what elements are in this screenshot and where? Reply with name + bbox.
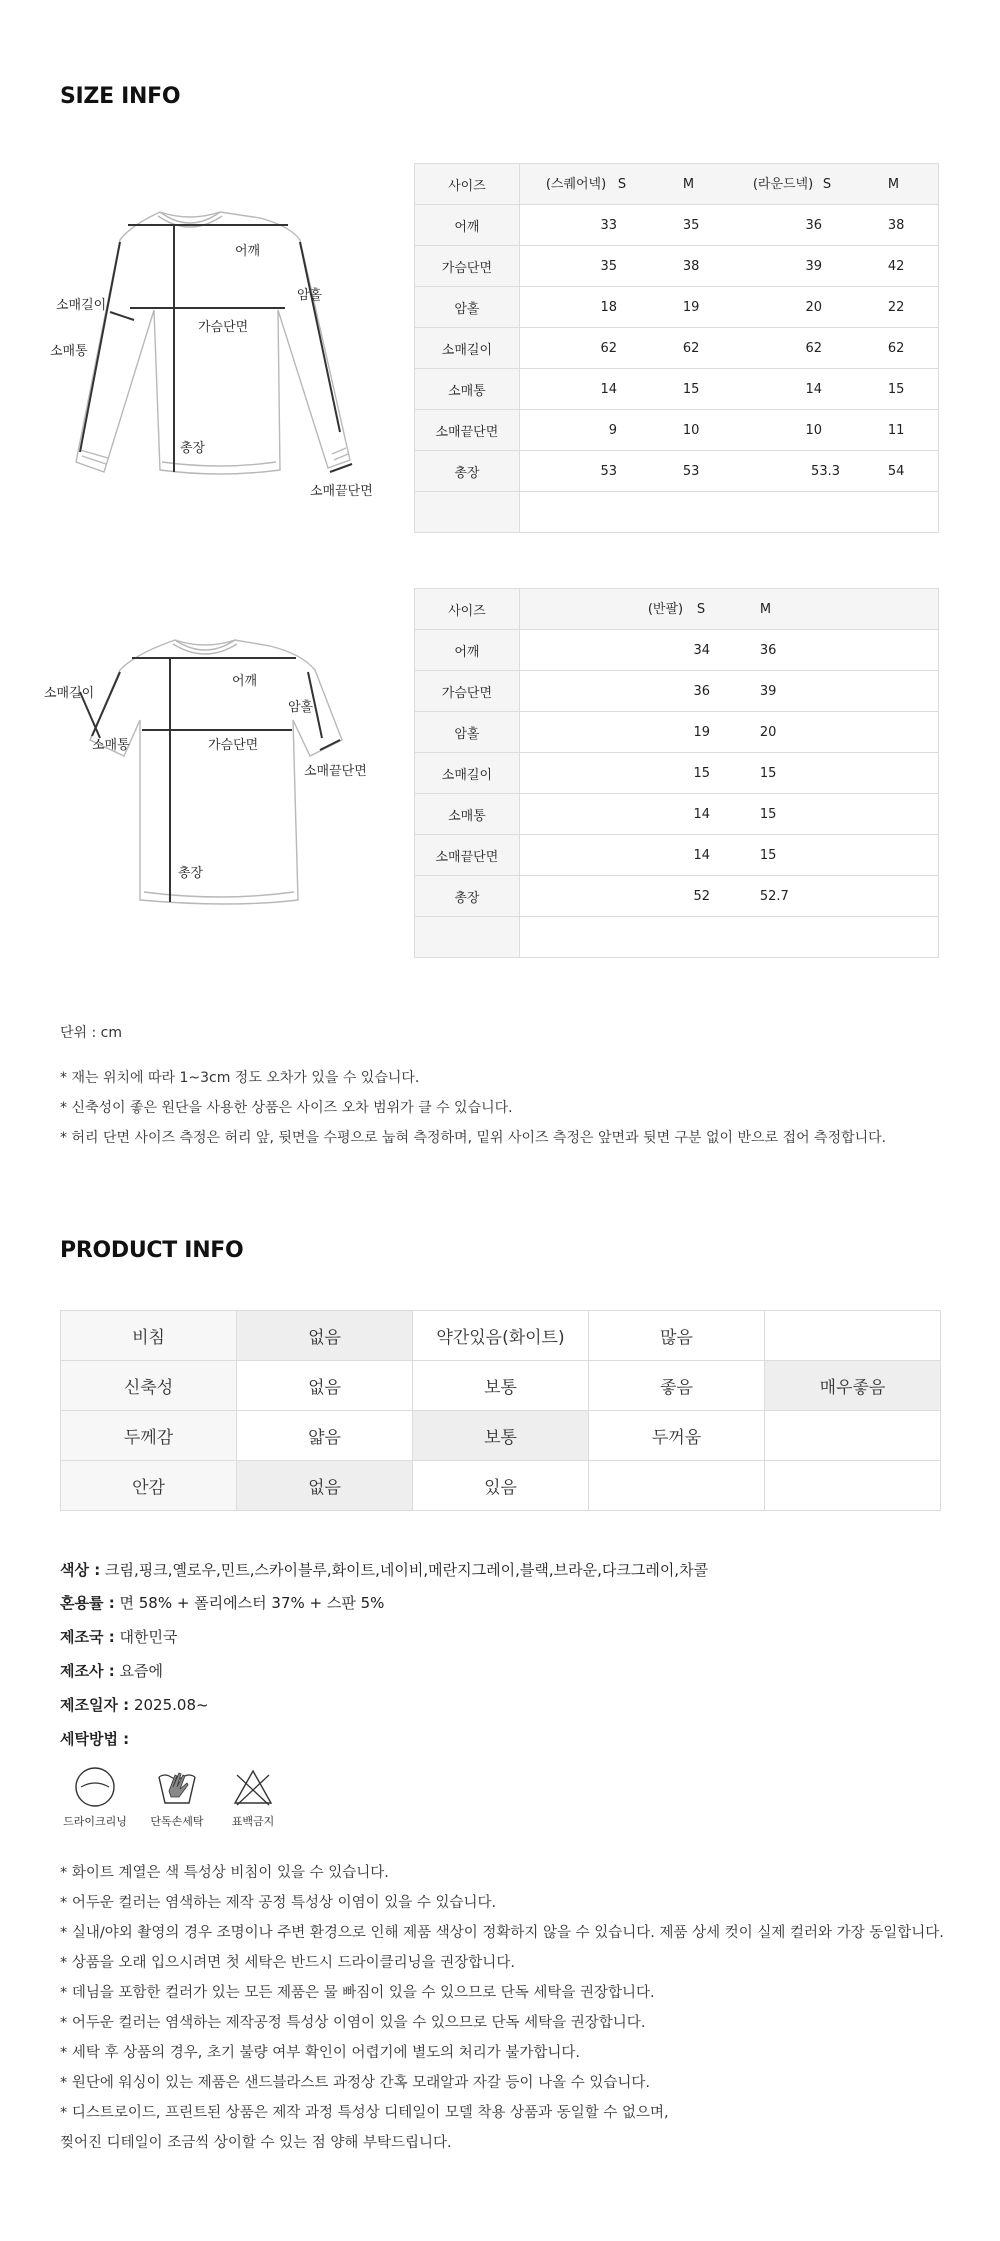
value-cell: 19 (693, 725, 710, 740)
attr-label: 비침 (61, 1311, 237, 1361)
table-row (61, 1361, 941, 1411)
warning-line: * 데님을 포함한 컬러가 있는 모든 제품은 물 빠짐이 있을 수 있으므로 단독 세탁을 권장합니다. (60, 1985, 655, 2001)
value-cell: 15 (682, 382, 700, 397)
care-label: 표백금지 (231, 1815, 275, 1828)
warning-line: * 세탁 후 상품의 경우, 초기 불량 여부 확인이 어렵기에 별도의 처리가 불가합니다. (60, 2045, 580, 2061)
diagram2-sleeve-width-label: 소매통 (92, 738, 130, 753)
header-s1: S (617, 177, 627, 192)
value-cell: 54 (887, 464, 905, 479)
value-cell: 53.3 (811, 464, 840, 479)
warning-line: 찢어진 디테일이 조금씩 상이할 수 있는 점 양해 부탁드립니다. (60, 2135, 452, 2151)
attr-option: 두꺼움 (589, 1411, 765, 1461)
attr-option-selected: 없음 (237, 1311, 413, 1361)
size-table-short (414, 588, 939, 958)
product-info-table (60, 1310, 941, 1511)
attr-option: 약간있음(화이트) (413, 1311, 589, 1361)
table-row (415, 246, 939, 287)
long-sleeve-tshirt-icon (50, 200, 390, 500)
spec-value: 대한민국 (119, 1628, 178, 1646)
spec-label: 제조사 : (60, 1662, 115, 1680)
diagram-sleeve-length-label: 소매길이 (56, 298, 107, 313)
warning-line: * 원단에 워싱이 있는 제품은 샌드블라스트 과정상 간혹 모래알과 자갈 등이 나올 수 있습니다. (60, 2075, 651, 2091)
value-cell: 39 (759, 684, 777, 699)
spec-color (60, 1559, 708, 1580)
spec-label: 제조국 : (60, 1628, 115, 1646)
attr-option: 좋음 (589, 1361, 765, 1411)
header-s2: S (822, 177, 832, 192)
row-label: 암홀 (415, 287, 520, 328)
table-row (415, 671, 939, 712)
value-cell: 9 (608, 423, 617, 438)
row-label: 어깨 (415, 630, 520, 671)
diagram-sleeve-width-label: 소매통 (50, 344, 88, 359)
spec-value: 크림,핑크,옐로우,민트,스카이블루,화이트,네이비,메란지그레이,블랙,브라운,다크그레이,차콜 (104, 1561, 709, 1579)
row-label: 소매길이 (415, 753, 520, 794)
diagram2-shoulder-label: 어깨 (232, 674, 258, 689)
row-label: 소매끝단면 (415, 835, 520, 876)
table-row-empty (415, 492, 939, 533)
note-line: * 신축성이 좋은 원단을 사용한 상품은 사이즈 오차 범위가 클 수 있습니다. (60, 1100, 513, 1116)
table-row-empty (415, 917, 939, 958)
diagram-armhole-label: 암홀 (297, 288, 323, 303)
value-cell: 36 (693, 684, 710, 699)
table-row (415, 287, 939, 328)
table-row (415, 712, 939, 753)
value-cell: 62 (682, 341, 700, 356)
header-group-short: (반팔) (647, 602, 684, 617)
value-cell: 15 (759, 766, 777, 781)
value-cell: 22 (887, 300, 905, 315)
value-cell: 62 (805, 341, 822, 356)
diagram2-sleeve-length-label: 소매길이 (44, 686, 95, 701)
diagram-chest-label: 가슴단면 (198, 320, 249, 335)
value-cell: 35 (682, 218, 700, 233)
value-cell: 38 (682, 259, 700, 274)
spec-value: 요즘에 (119, 1662, 163, 1680)
size-header-values (519, 589, 938, 630)
row-label: 총장 (415, 451, 520, 492)
value-cell: 15 (759, 848, 777, 863)
care-label: 드라이크리닝 (63, 1815, 127, 1828)
value-cell: 62 (600, 341, 617, 356)
product-info-title: PRODUCT INFO (60, 1238, 244, 1263)
short-sleeve-diagram (40, 630, 380, 920)
value-cell: 10 (805, 423, 822, 438)
dry-clean-icon (73, 1765, 117, 1809)
value-cell: 62 (887, 341, 905, 356)
table-row (415, 205, 939, 246)
care-no-bleach (218, 1765, 288, 1829)
header-m2: M (887, 177, 900, 192)
value-cell: 53 (600, 464, 617, 479)
value-cell: 39 (805, 259, 822, 274)
no-bleach-icon (231, 1765, 275, 1809)
table-row (415, 451, 939, 492)
table-row (61, 1311, 941, 1361)
spec-value: 면 58% + 폴리에스터 37% + 스판 5% (119, 1594, 385, 1612)
table-row (415, 835, 939, 876)
care-label: 단독손세탁 (150, 1815, 204, 1828)
header-m1: M (682, 177, 695, 192)
care-dry-clean (60, 1765, 130, 1829)
row-label: 가슴단면 (415, 246, 520, 287)
value-cell: 52 (693, 889, 710, 904)
table-row (415, 630, 939, 671)
value-cell: 14 (805, 382, 822, 397)
value-cell: 10 (682, 423, 700, 438)
size-header-values (519, 164, 938, 205)
attr-label: 신축성 (61, 1361, 237, 1411)
attr-option (765, 1461, 941, 1511)
header-group-round: (라운드넥) (752, 177, 814, 192)
value-cell: 15 (759, 807, 777, 822)
attr-option (765, 1311, 941, 1361)
value-cell: 14 (600, 382, 617, 397)
attr-label: 두께감 (61, 1411, 237, 1461)
attr-option-selected: 보통 (413, 1411, 589, 1461)
value-cell: 34 (693, 643, 710, 658)
unit-label: 단위 : cm (60, 1025, 123, 1041)
spec-value: 2025.08~ (133, 1696, 209, 1714)
size-header-label: 사이즈 (415, 589, 520, 630)
spec-maker (60, 1660, 163, 1681)
attr-option: 얇음 (237, 1411, 413, 1461)
size-notes (60, 1063, 886, 1153)
diagram-shoulder-label: 어깨 (235, 244, 261, 259)
row-label: 소매길이 (415, 328, 520, 369)
spec-label: 제조일자 : (60, 1696, 130, 1714)
spec-label: 혼용률 : (60, 1594, 115, 1612)
care-hand-wash (142, 1765, 212, 1829)
table-row (61, 1411, 941, 1461)
size-info-title: SIZE INFO (60, 84, 181, 109)
attr-label: 안감 (61, 1461, 237, 1511)
care-warnings (60, 1858, 944, 2158)
table-row (415, 328, 939, 369)
row-label: 소매끝단면 (415, 410, 520, 451)
size-table-long (414, 163, 939, 533)
spec-wash (60, 1728, 129, 1749)
diagram2-cuff-label: 소매끝단면 (304, 764, 367, 779)
value-cell: 18 (600, 300, 617, 315)
value-cell: 38 (887, 218, 905, 233)
value-cell: 11 (887, 423, 905, 438)
spec-label: 색상 : (60, 1561, 101, 1579)
attr-option: 없음 (237, 1361, 413, 1411)
table-row (415, 876, 939, 917)
header-group-square: (스퀘어넥) (545, 177, 607, 192)
value-cell: 36 (805, 218, 822, 233)
size-header-label: 사이즈 (415, 164, 520, 205)
header-s: S (696, 602, 706, 617)
value-cell: 35 (600, 259, 617, 274)
table-row (415, 753, 939, 794)
value-cell: 14 (693, 848, 710, 863)
spec-label: 세탁방법 : (60, 1730, 130, 1748)
long-sleeve-diagram (50, 200, 390, 500)
warning-line: * 디스트로이드, 프린트된 상품은 제작 과정 특성상 디테일이 모델 착용 상품과 동일할 수 없으며, (60, 2105, 669, 2121)
spec-date (60, 1694, 209, 1715)
table-row (61, 1461, 941, 1511)
hand-wash-icon (155, 1765, 199, 1809)
warning-line: * 실내/야외 촬영의 경우 조명이나 주변 환경으로 인해 제품 색상이 정확하지 않을 수 있습니다. 제품 상세 컷이 실제 컬러와 가장 동일합니다. (60, 1925, 944, 1941)
row-label: 소매통 (415, 794, 520, 835)
attr-option: 보통 (413, 1361, 589, 1411)
attr-option: 있음 (413, 1461, 589, 1511)
value-cell: 36 (759, 643, 777, 658)
spec-mix (60, 1592, 384, 1613)
row-label: 소매통 (415, 369, 520, 410)
row-label: 암홀 (415, 712, 520, 753)
warning-line: * 어두운 컬러는 염색하는 제작 공정 특성상 이염이 있을 수 있습니다. (60, 1895, 497, 1911)
attr-option-selected: 매우좋음 (765, 1361, 941, 1411)
table-row (415, 794, 939, 835)
row-label: 총장 (415, 876, 520, 917)
warning-line: * 상품을 오래 입으시려면 첫 세탁은 반드시 드라이클리닝을 권장합니다. (60, 1955, 515, 1971)
table-row (415, 369, 939, 410)
spec-country (60, 1626, 177, 1647)
value-cell: 15 (887, 382, 905, 397)
diagram2-length-label: 총장 (178, 866, 204, 881)
diagram2-armhole-label: 암홀 (288, 700, 314, 715)
attr-option (765, 1411, 941, 1461)
value-cell: 15 (693, 766, 710, 781)
value-cell: 20 (805, 300, 822, 315)
row-label: 어깨 (415, 205, 520, 246)
attr-option: 많음 (589, 1311, 765, 1361)
table-row (415, 410, 939, 451)
row-label: 가슴단면 (415, 671, 520, 712)
attr-option-selected: 없음 (237, 1461, 413, 1511)
value-cell: 42 (887, 259, 905, 274)
diagram2-chest-label: 가슴단면 (208, 738, 259, 753)
warning-line: * 어두운 컬러는 염색하는 제작공정 특성상 이염이 있을 수 있으므로 단독 세탁을 권장합니다. (60, 2015, 646, 2031)
value-cell: 53 (682, 464, 700, 479)
header-m: M (759, 602, 772, 617)
attr-option (589, 1461, 765, 1511)
note-line: * 허리 단면 사이즈 측정은 허리 앞, 뒷면을 수평으로 눕혀 측정하며, 밑위 사이즈 측정은 앞면과 뒷면 구분 없이 반으로 접어 측정합니다. (60, 1130, 887, 1146)
note-line: * 재는 위치에 따라 1~3cm 정도 오차가 있을 수 있습니다. (60, 1070, 420, 1086)
diagram-cuff-label: 소매끝단면 (310, 484, 373, 499)
diagram-length-label: 총장 (180, 441, 206, 456)
value-cell: 52.7 (759, 889, 789, 904)
warning-line: * 화이트 계열은 색 특성상 비침이 있을 수 있습니다. (60, 1865, 389, 1881)
value-cell: 19 (682, 300, 700, 315)
value-cell: 33 (600, 218, 617, 233)
value-cell: 20 (759, 725, 777, 740)
value-cell: 14 (693, 807, 710, 822)
